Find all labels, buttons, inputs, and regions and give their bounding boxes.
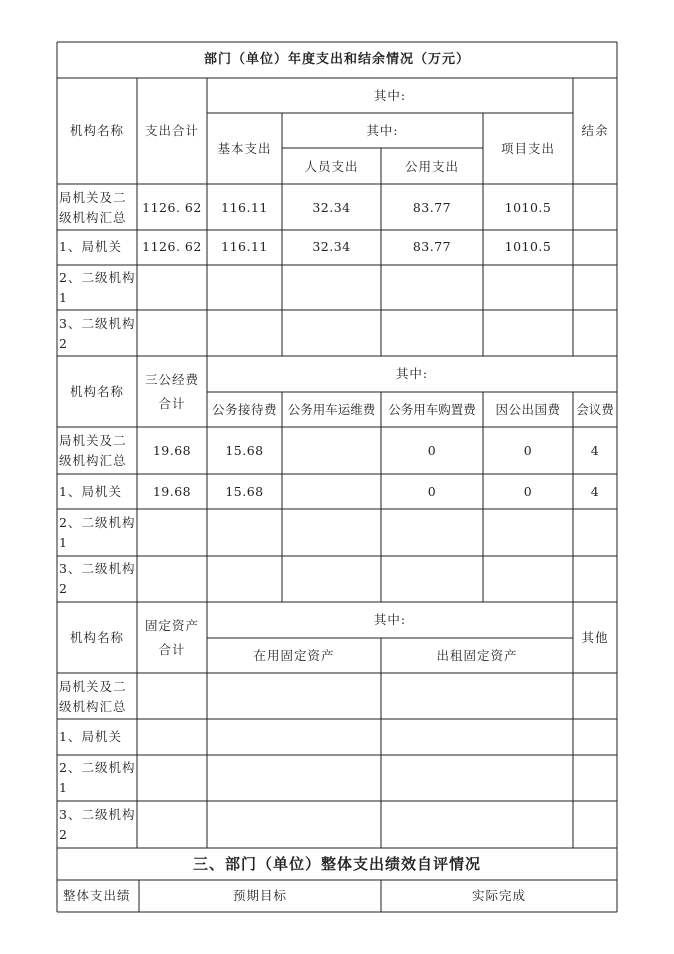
table1-title: 部门（单位）年度支出和结余情况（万元） bbox=[203, 52, 470, 67]
table2-row3-name-cont: 1 bbox=[59, 535, 68, 550]
table2-row2-name: 1、局机关 bbox=[59, 484, 122, 499]
section3-expected-target-header: 预期目标 bbox=[232, 888, 287, 903]
section3-label: 整体支出绩 bbox=[63, 888, 131, 903]
table2-row2-meeting: 4 bbox=[590, 484, 600, 499]
table3-header-total: 固定资产 bbox=[144, 618, 199, 633]
table1-row3-name-cont: 1 bbox=[59, 290, 68, 305]
table1-row4-name: 3、二级机构 bbox=[59, 316, 136, 331]
table1-header-name: 机构名称 bbox=[69, 123, 124, 138]
table1-row1-public: 83.77 bbox=[412, 200, 452, 215]
table2-row1-abroad: 0 bbox=[523, 443, 533, 458]
table1-row2-name: 1、局机关 bbox=[59, 239, 122, 254]
table2-header-total: 三公经费 bbox=[144, 372, 199, 387]
table3-header-in-use-assets: 在用固定资产 bbox=[253, 648, 335, 663]
table3-row4-name: 3、二级机构 bbox=[59, 807, 136, 822]
table1-row2-total: 1126. 62 bbox=[142, 239, 202, 254]
table3-header-rented-assets: 出租固定资产 bbox=[436, 648, 518, 663]
table2-row4-name-cont: 2 bbox=[59, 581, 68, 596]
table2-row4-name: 3、二级机构 bbox=[59, 561, 136, 576]
table3-header-total-cont: 合计 bbox=[158, 642, 186, 657]
table1-header-of-which: 其中: bbox=[373, 88, 407, 103]
table1-header-public: 公用支出 bbox=[404, 159, 459, 174]
table1-row2-personnel: 32.34 bbox=[312, 239, 351, 254]
table1-row2-basic: 116.11 bbox=[221, 239, 268, 254]
table3-row1-name-cont: 级机构汇总 bbox=[59, 699, 127, 714]
table3-header-name: 机构名称 bbox=[69, 630, 124, 645]
section3-title: 三、部门（单位）整体支出绩效自评情况 bbox=[192, 855, 481, 873]
table2-header-total-cont: 合计 bbox=[158, 396, 186, 411]
table3-row4-name-cont: 2 bbox=[59, 827, 68, 842]
table2-row1-car-purchase: 0 bbox=[427, 443, 437, 458]
table2-row2-reception: 15.68 bbox=[225, 484, 264, 499]
table1-row1-basic: 116.11 bbox=[221, 200, 268, 215]
table2-row2-total: 19.68 bbox=[152, 484, 192, 499]
table2-row1-reception: 15.68 bbox=[225, 443, 264, 458]
table1-row1-project: 1010.5 bbox=[504, 200, 552, 215]
table3-row3-name: 2、二级机构 bbox=[59, 760, 136, 775]
table3-header-other: 其他 bbox=[581, 630, 609, 645]
table2-row1-total: 19.68 bbox=[152, 443, 192, 458]
table3-row3-name-cont: 1 bbox=[59, 780, 68, 795]
table1-row4-name-cont: 2 bbox=[59, 336, 68, 351]
table2-row3-name: 2、二级机构 bbox=[59, 515, 136, 530]
table1-row1-name-cont: 级机构汇总 bbox=[59, 210, 127, 225]
table1-row1-total: 1126. 62 bbox=[142, 200, 202, 215]
table3-header-of-which: 其中: bbox=[373, 612, 407, 627]
table1-header-total: 支出合计 bbox=[144, 123, 199, 138]
table2-row1-meeting: 4 bbox=[590, 443, 600, 458]
table2-header-name: 机构名称 bbox=[69, 384, 124, 399]
table1-row2-public: 83.77 bbox=[412, 239, 452, 254]
table1-row3-name: 2、二级机构 bbox=[59, 270, 136, 285]
table1-header-project: 项目支出 bbox=[500, 141, 555, 156]
table2-header-car-maintenance: 公务用车运维费 bbox=[287, 402, 376, 417]
table1-header-personnel: 人员支出 bbox=[304, 159, 359, 174]
table2-header-of-which: 其中: bbox=[395, 366, 429, 381]
table1-row1-name: 局机关及二 bbox=[59, 190, 127, 205]
table2-header-car-purchase: 公务用车购置费 bbox=[388, 402, 476, 417]
table1-header-basic: 基本支出 bbox=[217, 141, 272, 156]
table3-row2-name: 1、局机关 bbox=[59, 729, 122, 744]
table2-header-meeting: 会议费 bbox=[576, 402, 614, 417]
table3-row1-name: 局机关及二 bbox=[59, 679, 127, 694]
table2-row2-abroad: 0 bbox=[523, 484, 533, 499]
table1-row2-project: 1010.5 bbox=[504, 239, 552, 254]
table2-row1-name-cont: 级机构汇总 bbox=[59, 453, 127, 468]
table2-header-abroad: 因公出国费 bbox=[495, 402, 561, 417]
table2-row1-name: 局机关及二 bbox=[59, 433, 127, 448]
table1-header-balance: 结余 bbox=[581, 123, 609, 138]
section3-actual-result-header: 实际完成 bbox=[471, 888, 526, 903]
table1-row1-personnel: 32.34 bbox=[312, 200, 351, 215]
table2-row2-car-purchase: 0 bbox=[427, 484, 437, 499]
table1-header-of-which-2: 其中: bbox=[366, 123, 399, 138]
table2-header-reception: 公务接待费 bbox=[211, 402, 277, 417]
